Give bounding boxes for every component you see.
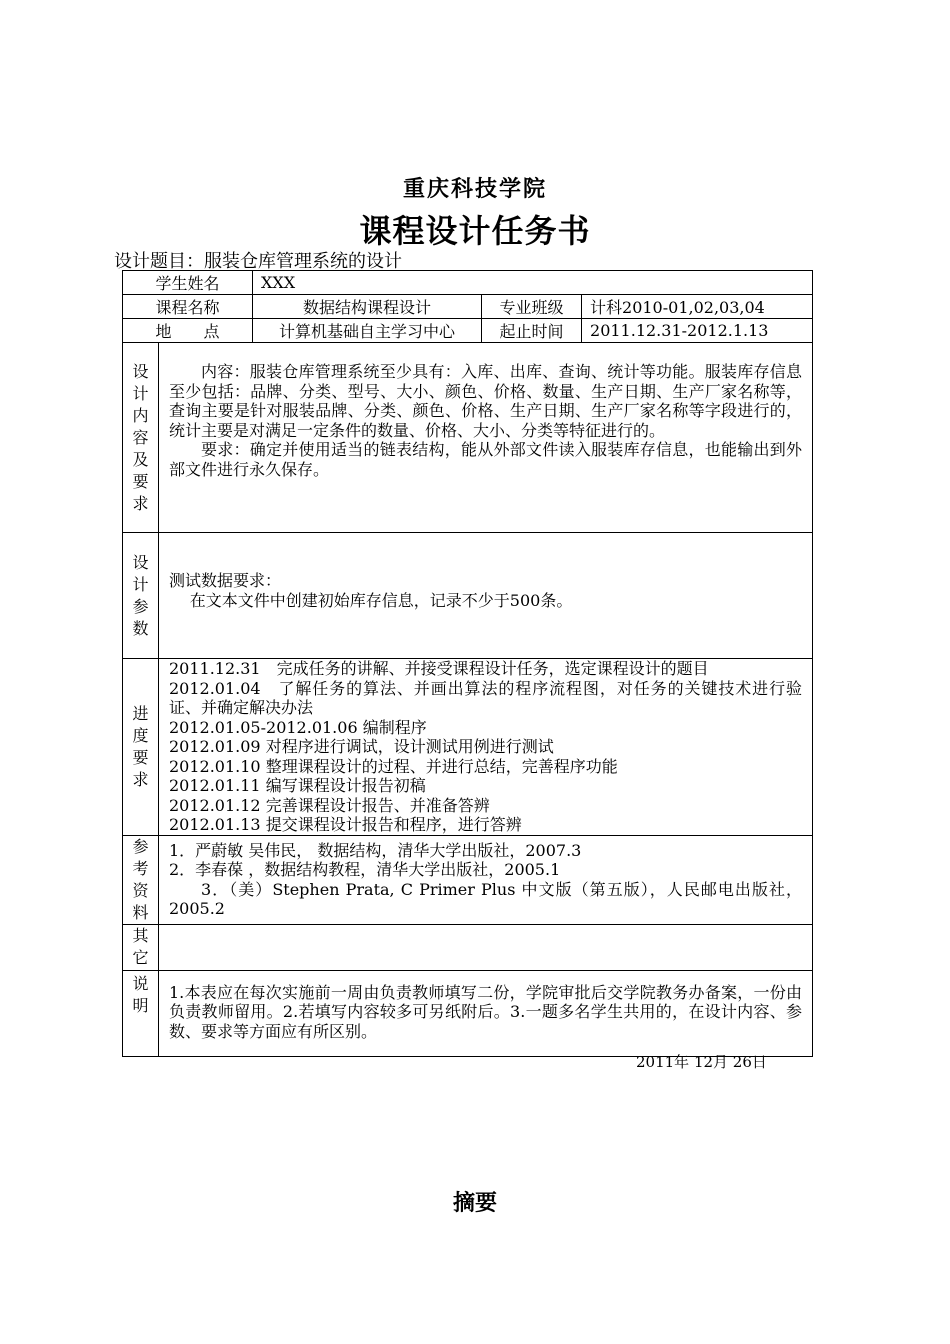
time-value: 2011.12.31-2012.1.13 <box>582 319 813 343</box>
content-requirements-label: 设 计 内 容 及 要 求 <box>123 343 159 533</box>
row-student <box>123 271 813 295</box>
schedule-item: 2012.01.05-2012.01.06 编制程序 <box>169 717 427 737</box>
reference-item: 1．严蔚敏 吴伟民， 数据结构，清华大学出版社，2007.3 <box>169 840 582 860</box>
requirement-paragraph: 要求：确定并使用适当的链表结构，能从外部文件读入服装库存信息，也能输出到外部文件进行永久保存。 <box>169 440 803 479</box>
schedule-label: 进 度 要 求 <box>123 659 159 836</box>
row-other <box>123 924 813 970</box>
content-paragraph: 内容：服装仓库管理系统至少具有：入库、出库、查询、统计等功能。服装库存信息至少包括：品牌、分类、型号、大小、颜色、价格、数量、生产日期、生产厂家名称等，查询主要是针对服装品牌、分类、颜色、价格、生产日期、生产厂家名称等字段进行的，统计主要是对满足一定条件的数量、价格、大小、分类等特征进行的。 <box>169 362 803 440</box>
row-content-requirements <box>123 343 813 533</box>
course-name-value: 数据结构课程设计 <box>253 295 482 319</box>
schedule-item: 2012.01.10 整理课程设计的过程、并进行总结，完善程序功能 <box>169 756 618 776</box>
schedule-item: 2011.12.31 完成任务的讲解、并接受课程设计任务，选定课程设计的题目 <box>169 659 709 678</box>
schedule-item: 2012.01.13 提交课程设计报告和程序，进行答辨 <box>169 815 522 834</box>
row-schedule <box>123 659 813 836</box>
notes-label: 说 明 <box>123 970 159 1056</box>
design-params-label: 设 计 参 数 <box>123 533 159 659</box>
course-name-label: 课程名称 <box>123 295 253 319</box>
subject-label: 设计题目： <box>114 251 204 272</box>
task-form-table <box>122 270 813 1057</box>
design-params-text <box>159 533 813 659</box>
reference-item: 3．（美）Stephen Prata, C Primer Plus 中文版（第五版），人民邮电出版社，2005.2 <box>169 879 803 918</box>
schedule-item: 2012.01.09 对程序进行调试，设计测试用例进行测试 <box>169 737 554 756</box>
other-label: 其 它 <box>123 924 159 970</box>
params-line: 在文本文件中创建初始库存信息，记录不少于500条。 <box>189 590 573 610</box>
class-value: 计科2010-01,02,03,04 <box>582 295 813 319</box>
place-value: 计算机基础自主学习中心 <box>253 319 482 343</box>
params-line: 测试数据要求： <box>169 571 282 590</box>
place-label: 地 点 <box>123 319 253 343</box>
row-notes <box>123 970 813 1056</box>
time-label: 起止时间 <box>482 319 582 343</box>
schedule-text <box>159 659 813 836</box>
content-requirements-text <box>159 343 813 533</box>
subject-value: 服装仓库管理系统的设计 <box>204 251 402 272</box>
document-title: 课程设计任务书 <box>359 212 591 250</box>
row-place <box>123 319 813 343</box>
abstract-heading: 摘要 <box>452 1191 497 1216</box>
reference-item: 2．李春葆 ，数据结构教程，清华大学出版社，2005.1 <box>169 860 561 879</box>
class-label: 专业班级 <box>482 295 582 319</box>
notes-text: 1.本表应在每次实施前一周由负责教师填写二份，学院审批后交学院教务办备案，一份由负责教师留用。2.若填写内容较多可另纸附后。3.一题多名学生共用的，在设计内容、参数、要求等方面应有所区别。 <box>159 970 813 1056</box>
student-name-value: XXX <box>253 271 813 295</box>
row-course <box>123 295 813 319</box>
references-label: 参 考 资 料 <box>123 835 159 924</box>
row-references <box>123 835 813 924</box>
references-text <box>159 835 813 924</box>
row-design-params <box>123 533 813 659</box>
schedule-item: 2012.01.12 完善课程设计报告、并准备答辨 <box>169 795 490 815</box>
school-name: 重庆科技学院 <box>402 177 547 202</box>
schedule-item: 2012.01.04 了解任务的算法、并画出算法的程序流程图，对任务的关键技术进行验证、并确定解决办法 <box>169 678 803 717</box>
student-name-label: 学生姓名 <box>123 271 253 295</box>
schedule-item: 2012.01.11 编写课程设计报告初稿 <box>169 776 426 795</box>
other-value <box>159 924 813 970</box>
issue-date: 2011年 12月 26日 <box>636 1053 767 1071</box>
